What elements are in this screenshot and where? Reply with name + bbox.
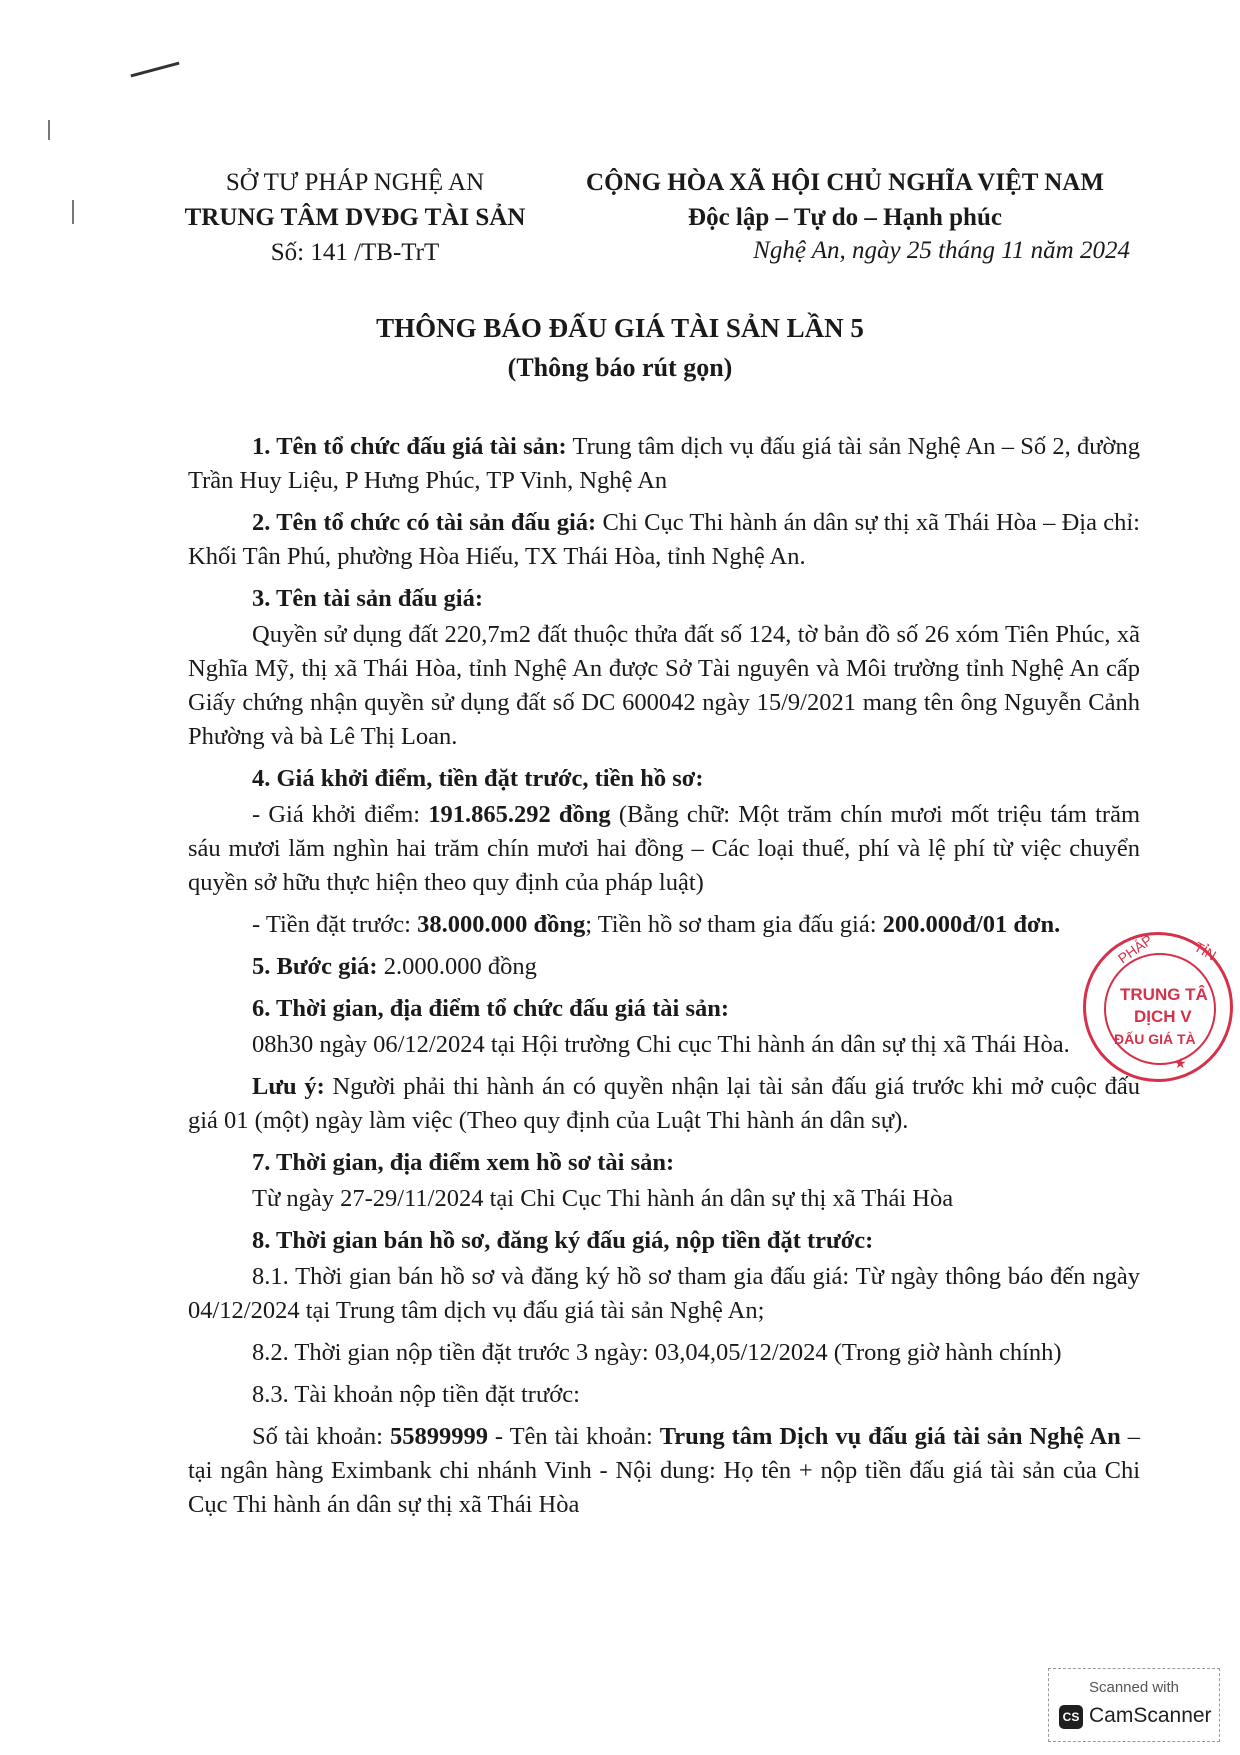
seal-star-icon: ★ [1174, 1055, 1187, 1071]
issuer-block [170, 165, 540, 270]
official-seal [1083, 932, 1233, 1082]
starting-price-words: (Bằng chữ: Một trăm chín mươi mốt triệu tám trăm sáu mươi lăm nghìn hai trăm chín mươi hai đồng – Các loại thuế, phí và lệ phí từ việc chuyển quyền sở hữu thực hiện theo quy định của pháp luật) [188, 801, 1140, 896]
issuer-department: SỞ TƯ PHÁP NGHỆ AN [225, 169, 485, 196]
seal-line-1: TRUNG TÂ [1120, 985, 1208, 1004]
document-number: Số: 141 /TB-TrT [270, 239, 440, 266]
pen-mark [130, 62, 179, 78]
starting-price-label: - Giá khởi điểm: [252, 801, 429, 828]
section-8-2: 8.2. Thời gian nộp tiền đặt trước 3 ngày: 03,04,05/12/2024 (Trong giờ hành chính) [252, 1339, 1062, 1366]
seal-line-3: ĐẤU GIÁ TÀ [1114, 1031, 1196, 1047]
section-5 [188, 950, 1140, 984]
watermark-caption: Scanned with [1088, 1679, 1180, 1696]
account-number-label: Số tài khoản: [252, 1423, 390, 1450]
section-text: Trung tâm dịch vụ đấu giá tài sản Nghệ An – Số 2, đường Trần Huy Liệu, P Hưng Phúc, TP Vinh, Nghệ An [188, 433, 1140, 494]
section-label: 8. Thời gian bán hồ sơ, đăng ký đấu giá, nộp tiền đặt trước: [252, 1227, 874, 1254]
starting-price [188, 798, 1140, 900]
scan-margin-mark [72, 200, 74, 224]
fee-label: ; Tiền hồ sơ tham gia đấu giá: [585, 911, 883, 938]
section-label: 7. Thời gian, địa điểm xem hồ sơ tài sản: [252, 1149, 675, 1176]
section-text: Chi Cục Thi hành án dân sự thị xã Thái Hòa – Địa chỉ: Khối Tân Phú, phường Hòa Hiếu, TX Thái Hòa, tỉnh Nghệ An. [188, 509, 1140, 570]
account-name: Trung tâm Dịch vụ đấu giá tài sản Nghệ An [659, 1423, 1121, 1450]
section-7-heading [188, 1146, 1140, 1180]
country-name: CỘNG HÒA XÃ HỘI CHỦ NGHĨA VIỆT NAM [586, 169, 1104, 196]
document-subtitle: (Thông báo rút gọn) [507, 353, 733, 382]
scan-margin-mark [48, 120, 50, 140]
note [188, 1070, 1140, 1138]
section-label: 1. Tên tổ chức đấu giá tài sản: [252, 433, 567, 460]
section-label: 5. Bước giá: [252, 953, 378, 980]
camscanner-watermark [1048, 1668, 1220, 1742]
national-motto [560, 165, 1130, 235]
section-8-1: 8.1. Thời gian bán hồ sơ và đăng ký hồ sơ tham gia đấu giá: Từ ngày thông báo đến ngày 04/12/2024 tại Trung tâm dịch vụ đấu giá tài sản Nghệ An; [188, 1263, 1140, 1324]
section-3-heading [188, 582, 1140, 616]
section-1 [188, 430, 1140, 498]
starting-price-value: 191.865.292 đồng [428, 801, 611, 828]
section-label: 2. Tên tổ chức có tài sản đấu giá: [252, 509, 597, 536]
account-number: 55899999 [389, 1423, 488, 1450]
watermark-brand: CamScanner [1089, 1704, 1212, 1727]
section-2 [188, 506, 1140, 574]
bank-account [188, 1420, 1140, 1522]
account-details: – tại ngân hàng Eximbank chi nhánh Vinh - Nội dung: Họ tên + nộp tiền đấu giá tài sản của Chi Cục Thi hành án dân sự thị xã Thái Hòa [188, 1423, 1141, 1518]
section-8-heading [188, 1224, 1140, 1258]
section-6-heading [188, 992, 1140, 1026]
section-4-heading [188, 762, 1140, 796]
section-label: 4. Giá khởi điểm, tiền đặt trước, tiền hồ sơ: [252, 765, 704, 792]
note-label: Lưu ý: [252, 1073, 325, 1100]
note-text: Người phải thi hành án có quyền nhận lại tài sản đấu giá trước khi mở cuộc đấu giá 01 (một) ngày làm việc (Theo quy định của Luật Thi hành án dân sự). [188, 1073, 1141, 1134]
section-text: 2.000.000 đồng [377, 953, 537, 980]
camscanner-logo-icon: CS [1059, 1705, 1083, 1729]
section-label: 3. Tên tài sản đấu giá: [252, 585, 483, 612]
account-name-label: - Tên tài khoản: [487, 1423, 660, 1450]
section-label: 6. Thời gian, địa điểm tổ chức đấu giá tài sản: [252, 995, 730, 1022]
document-title: THÔNG BÁO ĐẤU GIÁ TÀI SẢN LẦN 5 [376, 313, 864, 343]
issuer-center: TRUNG TÂM DVĐG TÀI SẢN [184, 204, 526, 231]
document-body [188, 430, 1140, 1530]
auction-time-place: 08h30 ngày 06/12/2024 tại Hội trường Chi cục Thi hành án dân sự thị xã Thái Hòa. [252, 1031, 1070, 1058]
section-3-body: Quyền sử dụng đất 220,7m2 đất thuộc thửa đất số 124, tờ bản đồ số 26 xóm Tiên Phúc, xã Nghĩa Mỹ, thị xã Thái Hòa, tỉnh Nghệ An được Sở Tài nguyên và Môi trường tỉnh Nghệ An cấp Giấy chứng nhận quyền sử dụng đất số DC 600042 ngày 15/9/2021 mang tên ông Nguyễn Cảnh Phường và bà Lê Thị Loan. [188, 621, 1140, 750]
deposit-label: - Tiền đặt trước: [252, 911, 418, 938]
seal-line-2: DỊCH V [1134, 1007, 1192, 1026]
motto: Độc lập – Tự do – Hạnh phúc [688, 204, 1002, 231]
seal-arc-right: TỈN [1191, 938, 1220, 964]
document-date: Nghệ An, ngày 25 tháng 11 năm 2024 [753, 237, 1130, 264]
seal-arc-left: PHÁP [1114, 931, 1156, 967]
deposit-line [188, 908, 1140, 942]
fee-value: 200.000đ/01 đơn. [882, 911, 1061, 938]
section-8-3: 8.3. Tài khoản nộp tiền đặt trước: [252, 1381, 580, 1408]
deposit-value: 38.000.000 đồng [417, 911, 586, 938]
viewing-time-place: Từ ngày 27-29/11/2024 tại Chi Cục Thi hành án dân sự thị xã Thái Hòa [252, 1185, 954, 1212]
